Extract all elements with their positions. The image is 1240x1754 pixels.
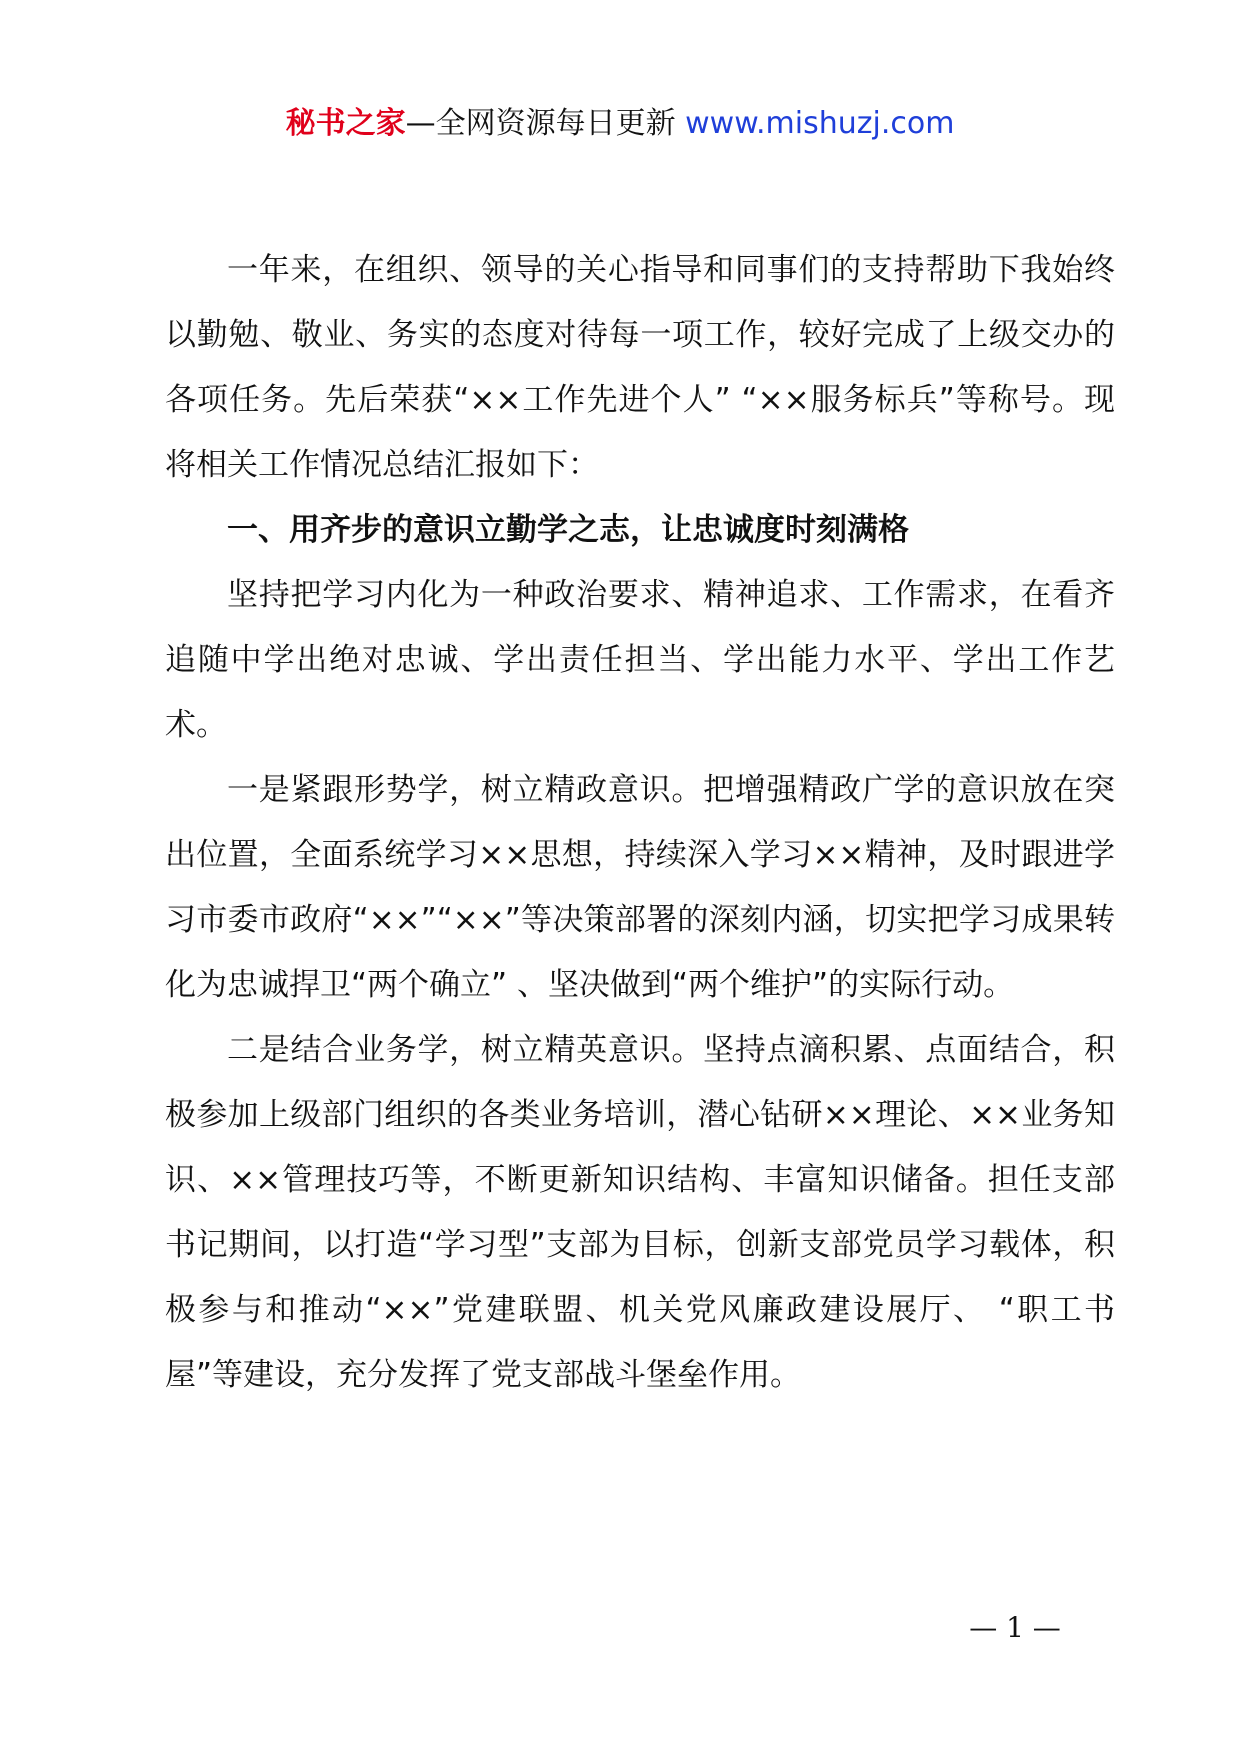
point-two-paragraph: 二是结合业务学，树立精英意识。坚持点滴积累、点面结合，积极参加上级部门组织的各类业务培训，潜心钻研××理论、××业务知识、××管理技巧等，不断更新知识结构、丰富知识储备。担任支部书记期间，以打造“学习型”支部为目标，创新支部党员学习载体，积极参与和推动“××”党建联盟、机关党风廉政建设展厅、 “职工书屋”等建设，充分发挥了党支部战斗堡垒作用。 [165,1032,1115,1393]
section-paragraph: 坚持把学习内化为一种政治要求、精神追求、工作需求，在看齐追随中学出绝对忠诚、学出责任担当、学出能力水平、学出工作艺术。 [165,577,1115,743]
site-brand: 秘书之家 [285,106,406,141]
site-url-link[interactable]: www.mishuzj.com [685,106,955,141]
page-number: — 1 — [969,1611,1061,1644]
intro-paragraph: 一年来，在组织、领导的关心指导和同事们的支持帮助下我始终以勤勉、敬业、务实的态度对待每一项工作，较好完成了上级交办的各项任务。先后荣获“××工作先进个人” “××服务标兵”等称号。现将相关工作情况总结汇报如下： [165,252,1115,483]
document-body [165,238,1115,1408]
section-heading: 一、用齐步的意识立勤学之志，让忠诚度时刻满格 [227,512,909,548]
site-tagline: —全网资源每日更新 [405,106,686,141]
point-one-paragraph: 一是紧跟形势学，树立精政意识。把增强精政广学的意识放在突出位置，全面系统学习××思想，持续深入学习××精神，及时跟进学习市委市政府“××”“××”等决策部署的深刻内涵，切实把学习成果转化为忠诚捍卫“两个确立” 、坚决做到“两个维护”的实际行动。 [165,772,1115,1003]
site-header [0,100,1240,148]
